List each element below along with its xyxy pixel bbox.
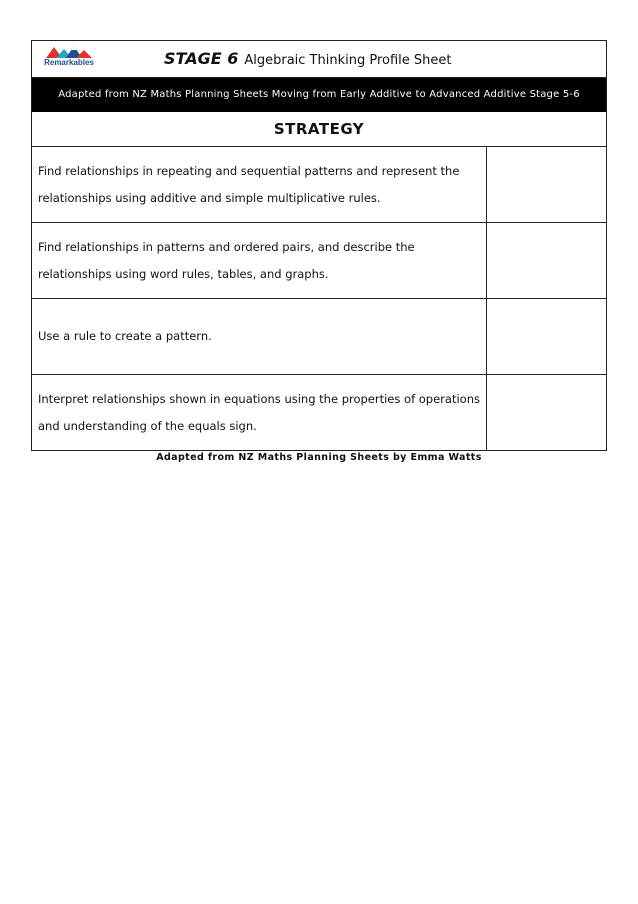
page-title	[164, 49, 452, 68]
profile-sheet	[31, 40, 607, 451]
strategy-text-cell	[32, 147, 487, 222]
strategy-text-cell	[32, 299, 487, 374]
strategy-text-cell	[32, 223, 487, 298]
assessment-cell[interactable]	[487, 147, 606, 222]
assessment-cell[interactable]	[487, 299, 606, 374]
strategy-text: Find relationships in patterns and ordered pairs, and describe the relationships using word rules, tables, and graphs.	[38, 239, 415, 281]
stage-label: STAGE 6	[164, 49, 239, 68]
strategy-heading: STRATEGY	[32, 112, 606, 147]
logo-text: Remarkables	[44, 58, 94, 67]
assessment-cell[interactable]	[487, 375, 606, 450]
strategy-text-cell	[32, 375, 487, 450]
header-row	[32, 41, 606, 78]
strategy-row	[32, 223, 606, 299]
strategy-row	[32, 147, 606, 223]
remarkables-logo	[40, 44, 98, 74]
strategy-text: Find relationships in repeating and sequential patterns and represent the relationships using additive and simple multiplicative rules.	[38, 163, 460, 205]
strategy-row	[32, 375, 606, 450]
source-banner: Adapted from NZ Maths Planning Sheets Moving from Early Additive to Advanced Additive Stage 5-6	[32, 78, 606, 112]
strategy-text: Use a rule to create a pattern.	[38, 329, 212, 343]
title-text: Algebraic Thinking Profile Sheet	[244, 53, 452, 68]
footer-credit: Adapted from NZ Maths Planning Sheets by Emma Watts	[156, 452, 482, 463]
strategy-row	[32, 299, 606, 375]
strategy-text: Interpret relationships shown in equations using the properties of operations and understanding of the equals sign.	[38, 391, 480, 433]
assessment-cell[interactable]	[487, 223, 606, 298]
